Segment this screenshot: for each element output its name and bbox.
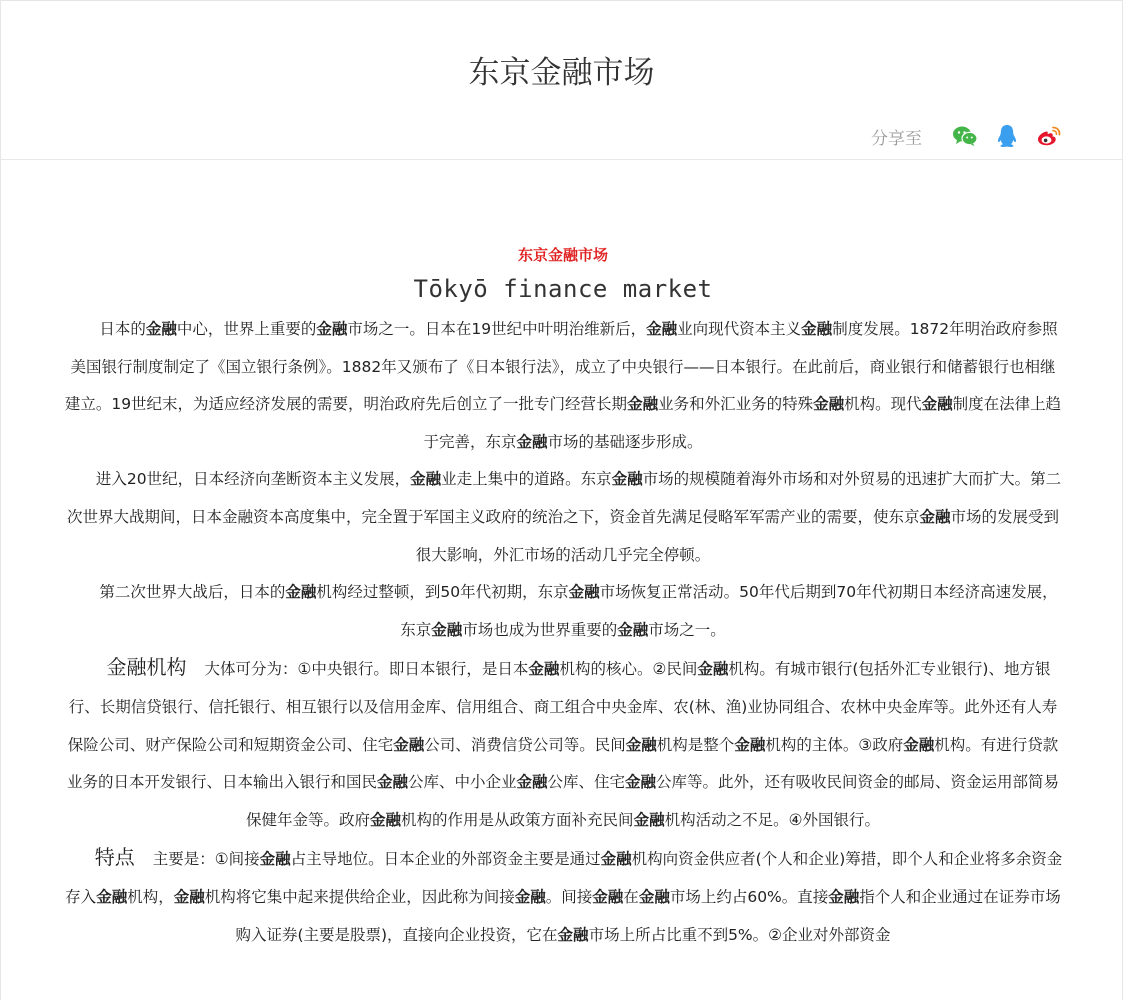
paragraph-text: 在 xyxy=(623,887,639,906)
paragraph-text: 机构， xyxy=(127,887,174,906)
paragraph-text: 公司、消费信贷公司等。民间 xyxy=(424,735,626,754)
keyword-bold: 金融 xyxy=(514,887,546,906)
keyword-bold: 金融 xyxy=(627,395,659,414)
keyword-bold: 金融 xyxy=(734,735,766,754)
keyword-bold: 金融 xyxy=(557,925,589,944)
paragraph-text: 市场的规模随着海外市场和对外贸易的迅速扩大而扩大。第二次世界大战期间，日本金融资本高度集中，完全置于军国主义政府的统治之下，资金首先满足侵略军军需产业的需要，使东京 xyxy=(66,470,1062,526)
keyword-bold: 金融 xyxy=(625,773,657,792)
paragraph-text: 机构是整个 xyxy=(656,735,735,754)
keyword-bold: 金融 xyxy=(316,320,348,338)
article-content xyxy=(63,241,1063,954)
keyword-bold: 金融 xyxy=(376,773,408,792)
share-label: 分享至 xyxy=(871,128,922,149)
keyword-bold: 金融 xyxy=(633,810,665,829)
paragraph-text: 机构活动之不足。④外国银行。 xyxy=(664,810,880,829)
section-label: 金融机构 xyxy=(106,655,187,680)
keyword-bold: 金融 xyxy=(410,470,442,489)
paragraph-text: 机构。有城市银行(包括外汇专业银行)、地方银行、长期信贷银行、信托银行、相互银行以及信用金库、信用组合、商工组合中央金库、农(林、渔)业协同组合、农林中央金库等。此外还有人寿保险公司、财产保险公司和短期资金公司、住宅 xyxy=(67,660,1058,754)
keyword-bold: 金融 xyxy=(921,395,953,414)
keyword-bold: 金融 xyxy=(370,810,402,829)
paragraph-text: 机构经过整顿，到50年代初期，东京 xyxy=(316,583,569,602)
keyword-bold: 金融 xyxy=(617,620,649,639)
keyword-bold: 金融 xyxy=(611,470,643,489)
paragraph-text: 市场之一。 xyxy=(648,620,726,639)
share-bar xyxy=(871,122,1062,150)
paragraph-text: 机构向资金供应者(个人和企业)筹措，即个人和企业将多余资金存入 xyxy=(65,850,1063,906)
share-weibo-button[interactable] xyxy=(1036,123,1062,149)
keyword-bold: 金融 xyxy=(801,320,833,338)
paragraph-text: 制度在法律上趋于完善，东京 xyxy=(423,395,1062,451)
paragraph-text: 进入20世纪，日本经济向垄断资本主义发展， xyxy=(95,470,411,489)
paragraph-text: 机构的核心。②民间 xyxy=(559,660,698,679)
share-wechat-button[interactable] xyxy=(952,123,978,149)
keyword-bold: 金融 xyxy=(828,887,860,906)
keyword-bold: 金融 xyxy=(516,432,548,451)
paragraph-text: 主要是：①间接 xyxy=(152,850,260,869)
keyword-bold: 金融 xyxy=(638,887,670,906)
paragraph-text: 机构的作用是从政策方面补充民间 xyxy=(401,810,634,829)
article-heading: 东京金融市场 xyxy=(517,246,608,264)
share-qq-button[interactable] xyxy=(994,123,1020,149)
paragraph-text: 。间接 xyxy=(545,887,593,906)
paragraph-text: 市场上约占60%。直接 xyxy=(669,887,829,906)
paragraph-text: 大体可分为：①中央银行。即日本银行，是日本 xyxy=(204,660,529,679)
paragraph-text: 公库、住宅 xyxy=(547,773,626,792)
article-paragraph xyxy=(63,461,1063,574)
paragraph-text: 制度发展。1872年明治政府参照美国银行制度制定了《国立银行条例》。1882年又颁布了《日本银行法》，成立了中央银行——日本银行。在此前后，商业银行和储蓄银行也相继建立。19世纪末，为适应经济发展的需要，明治政府先后创立了一批专门经营长期 xyxy=(64,320,1058,414)
keyword-bold: 金融 xyxy=(259,850,291,869)
paragraph-text: 占主导地位。日本企业的外部资金主要是通过 xyxy=(290,850,601,869)
article-paragraph xyxy=(63,649,1063,839)
keyword-bold: 金融 xyxy=(96,887,128,906)
paragraph-text: 市场的基础逐步形成。 xyxy=(547,432,703,451)
article-paragraph xyxy=(63,839,1063,954)
keyword-bold: 金融 xyxy=(393,735,425,754)
article-body xyxy=(63,311,1063,954)
keyword-bold: 金融 xyxy=(528,660,560,679)
paragraph-text: 指个人和企业通过在证券市场购入证券(主要是股票)，直接向企业投资，它在 xyxy=(235,887,1061,944)
paragraph-text: 业务和外汇业务的特殊 xyxy=(658,395,814,414)
paragraph-text: 机构将它集中起来提供给企业，因此称为间接 xyxy=(204,887,515,906)
keyword-bold: 金融 xyxy=(697,660,729,679)
paragraph-text: 机构的主体。③政府 xyxy=(765,735,904,754)
article-paragraph xyxy=(63,574,1063,649)
section-label: 特点 xyxy=(94,845,135,870)
paragraph-text: 公库等。此外，还有吸收民间资金的邮局、资金运用部简易保健年金等。政府 xyxy=(246,773,1060,829)
qq-icon xyxy=(996,124,1018,148)
keyword-bold: 金融 xyxy=(813,395,845,414)
paragraph-text: 机构。有进行贷款业务的日本开发银行、日本输出入银行和国民 xyxy=(66,735,1059,792)
paragraph-text: 中心，世界上重要的 xyxy=(176,320,317,338)
article-subtitle: Tōkyō finance market xyxy=(413,275,713,303)
keyword-bold: 金融 xyxy=(145,320,177,338)
keyword-bold: 金融 xyxy=(431,620,463,639)
page-title: 东京金融市场 xyxy=(468,55,655,91)
paragraph-text: 市场恢复正常活动。50年代后期到70年代初期日本经济高速发展，东京 xyxy=(400,583,1058,639)
paragraph-text: 市场也成为世界重要的 xyxy=(462,620,618,639)
keyword-bold: 金融 xyxy=(592,887,624,906)
wechat-icon xyxy=(952,125,978,147)
paragraph-text: 市场的发展受到很大影响，外汇市场的活动几乎完全停顿。 xyxy=(415,507,1060,564)
paragraph-text: 机构。现代 xyxy=(844,395,922,414)
paragraph-text: 市场之一。日本在19世纪中叶明治维新后， xyxy=(347,320,647,338)
paragraph-text: 公库、中小企业 xyxy=(407,773,517,792)
keyword-bold: 金融 xyxy=(919,507,951,526)
paragraph-text: 业向现代资本主义 xyxy=(677,320,802,338)
article-paragraph xyxy=(63,311,1063,461)
paragraph-text: 市场上所占比重不到5%。②企业对外部资金 xyxy=(588,925,891,944)
keyword-bold: 金融 xyxy=(600,850,632,869)
keyword-bold: 金融 xyxy=(903,735,935,754)
keyword-bold: 金融 xyxy=(516,773,548,792)
page-header xyxy=(1,1,1122,160)
paragraph-text: 日本的 xyxy=(99,320,146,338)
keyword-bold: 金融 xyxy=(646,320,678,338)
weibo-icon xyxy=(1036,125,1062,147)
paragraph-text: 业走上集中的道路。东京 xyxy=(441,470,612,489)
paragraph-text: 第二次世界大战后，日本的 xyxy=(99,583,286,602)
keyword-bold: 金融 xyxy=(173,887,205,906)
keyword-bold: 金融 xyxy=(568,583,600,602)
keyword-bold: 金融 xyxy=(625,735,657,754)
keyword-bold: 金融 xyxy=(285,583,317,602)
